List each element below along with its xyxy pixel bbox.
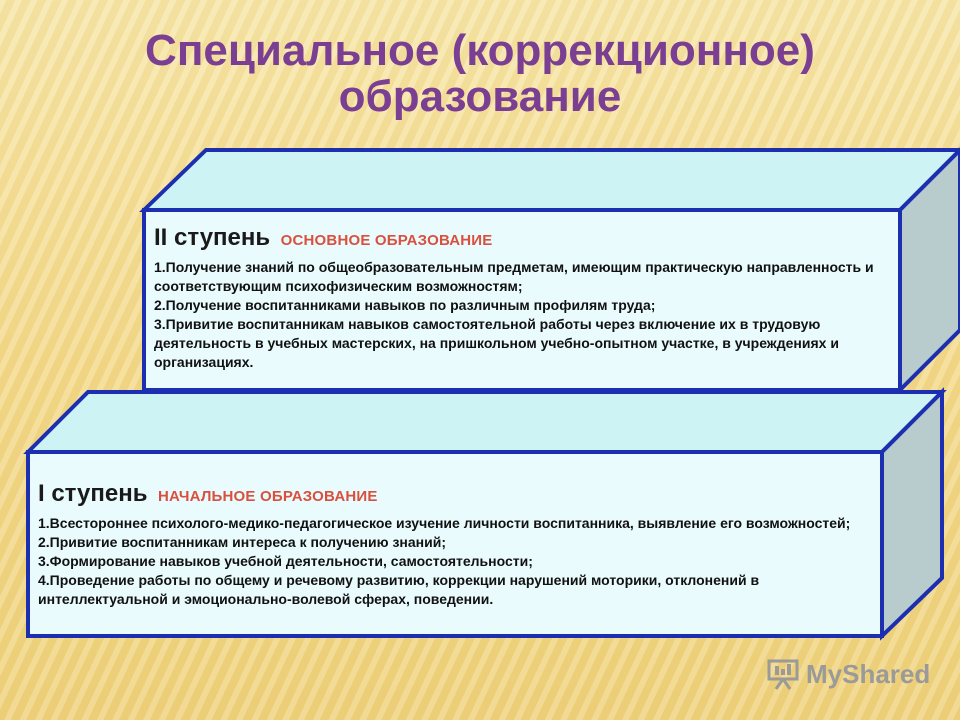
watermark [766, 656, 930, 692]
stage2-item-1: 1.Получение знаний по общеобразовательным предметам, имеющим практическую направленность и соответствующим психофизическим возможностям; [154, 259, 874, 294]
stage1-box-top [28, 392, 942, 452]
stage1-item-3: 3.Формирование навыков учебной деятельности, самостоятельности; [38, 553, 533, 569]
presentation-board-icon [766, 657, 800, 691]
title-line-1: Специальное (коррекционное) [145, 26, 815, 75]
stage2-box-top [144, 150, 960, 210]
title-line-2: образование [338, 72, 622, 121]
stage1-heading [38, 480, 868, 508]
stage2-panel [154, 224, 884, 372]
watermark-text: MyShared [806, 658, 931, 689]
stage2-item-2: 2.Получение воспитанниками навыков по различным профилям труда; [154, 297, 656, 313]
stage2-subtitle: ОСНОВНОЕ ОБРАЗОВАНИЕ [280, 232, 493, 249]
stage1-item-2: 2.Привитие воспитанникам интереса к получению знаний; [38, 534, 446, 550]
stage1-label: I ступень [38, 480, 148, 507]
stage1-item-1: 1.Всестороннее психолого-медико-педагогическое изучение личности воспитанника, выявление его возможностей; [38, 515, 851, 531]
stage1-item-4: 4.Проведение работы по общему и речевому развитию, коррекции нарушений моторики, отклонений в интеллектуальной и эмоционально-волевой сферах, поведении. [38, 572, 760, 607]
stage1-panel [38, 480, 868, 609]
stage2-item-3: 3.Привитие воспитанникам навыков самостоятельной работы через включение их в трудовую деятельность в учебных мастерских, на пришкольном учебно-опытном участке, в учреждениях и организациях. [154, 316, 839, 370]
stage1-subtitle: НАЧАЛЬНОЕ ОБРАЗОВАНИЕ [157, 488, 378, 505]
stage2-heading [154, 224, 884, 252]
stage2-label: II ступень [154, 224, 271, 251]
